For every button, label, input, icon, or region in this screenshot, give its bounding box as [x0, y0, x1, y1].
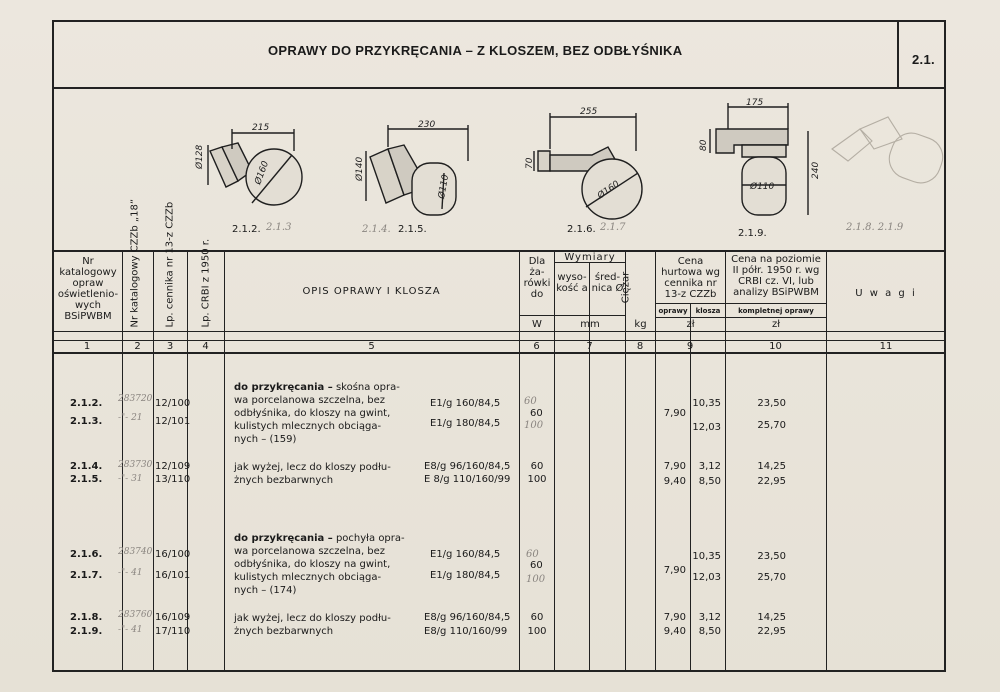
- col-num-3: 3: [166, 341, 174, 352]
- col-num-6: 6: [533, 341, 540, 352]
- desc-rest: pochyła opra-: [332, 533, 405, 544]
- desc-line: nych – (159): [234, 434, 297, 445]
- row-cena: 25,70: [757, 572, 786, 583]
- row-klosz: E 8/g 110/160/99: [424, 474, 511, 485]
- svg-text:215: 215: [252, 123, 270, 133]
- col-unit-10: zł: [771, 319, 781, 330]
- svg-text:230: 230: [418, 120, 436, 130]
- col-line-4: [224, 250, 225, 670]
- row-cena: 25,70: [757, 420, 786, 431]
- row-w: 60: [530, 560, 543, 571]
- row-lp: 12/109: [155, 461, 191, 472]
- col-header-11: U w a g i: [855, 288, 917, 299]
- svg-text:70: 70: [525, 157, 535, 169]
- col-line-5: [519, 250, 520, 670]
- col-unit-9: zł: [686, 319, 695, 330]
- svg-text:240: 240: [811, 161, 821, 179]
- drawing-hand-1: 2.1.3: [266, 222, 292, 233]
- col-header-10: Cena na poziomie II półr. 1950 r. wg CRBI cz. VI, lub analizy BSiPWBM: [731, 254, 821, 298]
- desc-line: nych – (174): [234, 585, 297, 596]
- row-lp: 13/110: [155, 474, 191, 485]
- col-header-7b: śred-nica Ø: [591, 272, 624, 294]
- row-cena: 22,95: [757, 476, 786, 487]
- row-nr: 2.1.6.: [70, 549, 103, 560]
- desc-line: żnych bezbarwnych: [234, 626, 334, 637]
- row-cena: 23,50: [757, 551, 786, 562]
- svg-text:Ø110: Ø110: [750, 182, 775, 192]
- page-title: OPRAWY DO PRZYKRĘCANIA – Z KLOSZEM, BEZ ODBŁYŚNIKA: [268, 43, 683, 58]
- row-hand-code: 283760: [118, 610, 153, 620]
- row-hurt-klosz: 12,03: [692, 572, 721, 583]
- desc-line: żnych bezbarwnych: [234, 475, 334, 486]
- drawing-2-1-6: [534, 113, 642, 219]
- row-hand-code: 283740: [118, 547, 153, 557]
- row-nr: 2.1.3.: [70, 416, 103, 427]
- row-lp: 16/109: [155, 612, 191, 623]
- row-lp: 12/100: [155, 398, 191, 409]
- row-hand-w: 100: [524, 420, 544, 431]
- row-hand-code: -"- 41: [118, 568, 143, 578]
- svg-text:175: 175: [746, 98, 764, 108]
- row-hurt-oprawy: 9,40: [663, 476, 686, 487]
- row-w: 60: [530, 408, 543, 419]
- desc-line: odbłyśnika, do kloszy na gwint,: [234, 559, 391, 570]
- col-line-6: [554, 250, 555, 670]
- row-hurt-klosz: 8,50: [698, 626, 721, 637]
- desc-line: kulistych mlecznych obciąga-: [234, 572, 382, 583]
- col-header-7: Wymiary: [564, 252, 616, 263]
- col-line-11: [826, 250, 827, 670]
- drawing-caption-1: 2.1.2.: [232, 224, 261, 235]
- faint-sketch: [832, 117, 946, 189]
- row-nr: 2.1.5.: [70, 474, 103, 485]
- drawing-hand-4: 2.1.8. 2.1.9: [846, 222, 904, 233]
- col-header-6: Dla ża-rówki do: [523, 256, 551, 300]
- price-unit-rule: [656, 317, 826, 318]
- row-hurt-oprawy: 7,90: [663, 612, 686, 623]
- drawing-hand-3: 2.1.7: [600, 222, 626, 233]
- col-header-9: Cena hurtowa wg cennika nr 13-z CZZb: [661, 256, 720, 300]
- col-header-10a: kompletnej oprawy: [738, 307, 814, 315]
- col-num-5: 5: [368, 341, 375, 352]
- desc-line: wa porcelanowa szczelna, bez: [234, 395, 386, 406]
- col-header-9a: oprawy: [658, 307, 688, 315]
- section-divider: [897, 20, 899, 88]
- row-klosz: E8/g 96/160/84,5: [424, 461, 511, 472]
- row-klosz: E1/g 160/84,5: [430, 549, 501, 560]
- svg-text:255: 255: [580, 107, 598, 117]
- row-hurt-klosz: 3,12: [698, 612, 721, 623]
- row-w: 100: [527, 626, 547, 637]
- col-header-3: Lp. cennika nr 13-z CZZb: [164, 201, 176, 328]
- row-hurt-oprawy: 7,90: [663, 461, 686, 472]
- row-hand-code: 283730: [118, 460, 153, 470]
- col-num-2: 2: [134, 341, 141, 352]
- row-klosz: E8/g 110/160/99: [424, 626, 508, 637]
- drawing-hand-2: 2.1.4.: [362, 224, 391, 235]
- svg-text:Ø128: Ø128: [195, 144, 205, 169]
- desc-group-4: [234, 612, 391, 638]
- section-number: 2.1.: [912, 52, 935, 67]
- row-hurt-klosz: 12,03: [692, 422, 721, 433]
- luminaire-drawings: [52, 89, 946, 241]
- col-header-4: Lp. CRBI z 1950 r.: [200, 238, 212, 328]
- row-w: 60: [530, 461, 544, 472]
- row-nr: 2.1.8.: [70, 612, 103, 623]
- col-line-8: [625, 250, 626, 670]
- svg-text:80: 80: [699, 139, 709, 151]
- row-lp: 12/101: [155, 416, 191, 427]
- drawing-2-1-5: [366, 125, 468, 215]
- svg-text:Ø160: Ø160: [595, 179, 622, 202]
- row-hand-w: 60: [526, 549, 539, 560]
- row-hurt-klosz: 8,50: [698, 476, 721, 487]
- svg-text:Ø110: Ø110: [437, 173, 452, 200]
- row-cena: 22,95: [757, 626, 786, 637]
- desc-line: wa porcelanowa szczelna, bez: [234, 546, 386, 557]
- col-header-5: OPIS OPRAWY I KLOSZA: [302, 286, 441, 297]
- row-hand-code: -"- 41: [118, 625, 143, 635]
- row-hurt-klosz: 10,35: [692, 398, 721, 409]
- row-cena: 23,50: [757, 398, 786, 409]
- col-num-10: 10: [769, 341, 782, 352]
- desc-line: odbłyśnika, do kloszy na gwint,: [234, 408, 391, 419]
- svg-text:Ø160: Ø160: [253, 159, 272, 187]
- col-header-1: Nr katalogowy opraw oświetlenio-wych BSiPWBM: [57, 256, 119, 322]
- row-klosz: E1/g 180/84,5: [430, 418, 501, 429]
- desc-group-2: [234, 461, 391, 487]
- col-num-9: 9: [686, 341, 694, 352]
- row-hand-w: 100: [526, 574, 546, 585]
- unit-rule-a: [520, 315, 626, 316]
- desc-line: jak wyżej, lecz do kloszy podłu-: [234, 462, 391, 473]
- drawing-2-1-2: [208, 129, 302, 205]
- desc-rest: skośna opra-: [332, 382, 400, 393]
- row-klosz: E8/g 96/160/84,5: [424, 612, 511, 623]
- row-w: 100: [527, 474, 547, 485]
- row-cena: 14,25: [757, 612, 786, 623]
- row-w: 60: [530, 612, 544, 623]
- desc-bold: do przykręcania –: [234, 382, 333, 393]
- row-hurt-oprawy: 7,90: [663, 408, 686, 419]
- col-header-9b: klosza: [695, 307, 721, 315]
- row-nr: 2.1.4.: [70, 461, 103, 472]
- row-hand-w: 60: [524, 396, 537, 407]
- desc-line: jak wyżej, lecz do kloszy podłu-: [234, 613, 391, 624]
- col-line-2: [153, 250, 154, 670]
- row-klosz: E1/g 180/84,5: [430, 570, 501, 581]
- col-num-8: 8: [636, 341, 644, 352]
- row-nr: 2.1.9.: [70, 626, 103, 637]
- row-hand-code: -"- 31: [118, 474, 143, 484]
- drawing-2-1-9: [710, 103, 808, 215]
- row-lp: 16/100: [155, 549, 191, 560]
- col-header-2: Nr katalogowy CZZb „18”: [129, 199, 141, 328]
- row-klosz: E1/g 160/84,5: [430, 398, 501, 409]
- price-sub-rule: [656, 303, 826, 304]
- drawing-caption-4: 2.1.9.: [738, 228, 767, 239]
- row-hurt-klosz: 10,35: [692, 551, 721, 562]
- col-header-7a: wyso-kość a: [556, 272, 588, 294]
- col-line-3: [187, 250, 188, 670]
- row-nr: 2.1.7.: [70, 570, 103, 581]
- row-nr: 2.1.2.: [70, 398, 103, 409]
- row-hurt-oprawy: 7,90: [663, 565, 686, 576]
- col-num-1: 1: [83, 341, 91, 352]
- col-unit-8: kg: [634, 319, 647, 330]
- desc-group-1: [234, 381, 400, 446]
- row-lp: 16/101: [155, 570, 191, 581]
- row-hand-code: 283720: [118, 394, 153, 404]
- drawing-caption-3: 2.1.6.: [567, 224, 596, 235]
- row-hand-code: -"- 21: [118, 413, 143, 423]
- row-lp: 17/110: [155, 626, 191, 637]
- desc-bold: do przykręcania –: [234, 533, 333, 544]
- desc-line: kulistych mlecznych obciąga-: [234, 421, 382, 432]
- row-hurt-klosz: 3,12: [698, 461, 721, 472]
- col-num-4: 4: [202, 341, 209, 352]
- row-hurt-oprawy: 9,40: [663, 626, 686, 637]
- col-unit-7: mm: [580, 319, 600, 330]
- svg-text:Ø140: Ø140: [355, 156, 365, 181]
- drawing-caption-2: 2.1.5.: [398, 224, 427, 235]
- row-cena: 14,25: [757, 461, 786, 472]
- col-num-7: 7: [586, 341, 593, 352]
- col-header-8: Ciężar: [620, 271, 632, 304]
- col-unit-6: W: [532, 319, 542, 330]
- desc-group-3: [234, 532, 405, 597]
- col-num-11: 11: [879, 341, 893, 352]
